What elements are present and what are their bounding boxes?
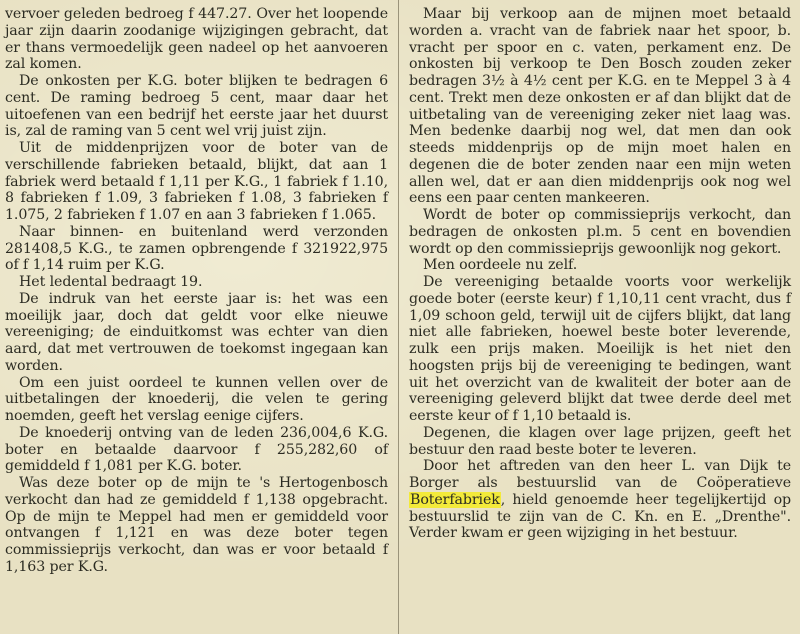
text-segment: , hield genoemde heer tegelijkertijd op bestuurslid te zijn van de C. Kn. en E. „Drenthe". Verder kwam er geen wijziging in het bestuur. (409, 491, 791, 542)
right-column (409, 6, 791, 542)
left-column (5, 6, 388, 576)
paragraph: De indruk van het eerste jaar is: het was een moeilijk jaar, doch dat geldt voor elke nieuwe vereeniging; de einduitkomst was echter van dien aard, dat met vertrouwen de toekomst ingegaan kan worden. (5, 290, 388, 374)
paragraph: Maar bij verkoop aan de mijnen moet betaald worden a. vracht van de fabriek naar het spoor, b. vracht per spoor en c. vaten, perkament enz. De onkosten bij verkoop te Den Bosch zouden zeker bedragen 3½ à 4½ cent per K.G. en te Meppel 3 à 4 cent. Trekt men deze onkosten er af dan blijkt dat de uitbetaling van de vereeniging zeker niet laag was. Men bedenke daarbij nog wel, dat men dan ook steeds middenprijs op de mijn moet halen en degenen die de boter zenden naar een mijn weten allen wel, dat er aan dien middenprijs ook nog wel eens een paar centen mankeeren. (409, 6, 791, 207)
paragraph: Naar binnen- en buitenland werd verzonden 281408,5 K.G., te zamen opbrengende f 321922,975 of f 1,14 ruim per K.G. (5, 223, 388, 274)
text-segment: Door het aftreden van den heer L. van Dijk te Borger als bestuurslid van de Coöperatieve (409, 458, 791, 491)
paragraph: Degenen, die klagen over lage prijzen, geeft het bestuur den raad beste boter te leveren. (409, 424, 791, 458)
paragraph: Men oordeele nu zelf. (423, 257, 578, 274)
paragraph: vervoer geleden bedroeg f 447.27. Over het loopende jaar zijn daarin zoodanige wijzigingen gebracht, dat er thans vermoedelijk geen nadeel op het aanvoeren zal komen. (5, 6, 388, 73)
paragraph (409, 458, 791, 542)
paragraph: De vereeniging betaalde voorts voor werkelijk goede boter (eerste keur) f 1,10,11 cent vracht, dus f 1,09 schoon geld, terwijl uit de cijfers blijkt, dat lang niet alle fabrieken, hoewel beste boter leverende, zulk een prijs maken. Moeilijk is het niet den hoogsten prijs bij de vereeniging te bedingen, want uit het overzicht van de kwaliteit der boter aan de vereeniging geleverd blijkt dat twee derde deel met eerste keur of f 1,10 betaald is. (409, 274, 791, 424)
paragraph: Wordt de boter op commissieprijs verkocht, dan bedragen de onkosten pl.m. 5 cent en bovendien wordt op den commissieprijs gewoonlijk nog gekort. (409, 207, 791, 257)
highlighted-term: Boterfabriek (410, 491, 500, 508)
paragraph: De knoederij ontving van de leden 236,004,6 K.G. boter en betaalde daarvoor f 255,282,60 of gemiddeld f 1,081 per K.G. boter. (5, 424, 388, 475)
paragraph: De onkosten per K.G. boter blijken te bedragen 6 cent. De raming bedroeg 5 cent, maar daar het uitoefenen van een bedrijf het eerste jaar het duurst is, zal de raming van 5 cent wel vrij juist zijn. (5, 73, 388, 140)
paragraph: Was deze boter op de mijn te 's Hertogenbosch verkocht dan had ze gemiddeld f 1,138 opgebracht. Op de mijn te Meppel had men er gemiddeld voor ontvangen f 1,121 en was deze boter tegen commissieprijs verkocht, dan was er voor betaald f 1,163 per K.G. (5, 475, 388, 575)
paragraph: Het ledental bedraagt 19. (19, 274, 203, 290)
paragraph: Om een juist oordeel te kunnen vellen over de uitbetalingen der knoederij, die velen te gering noemden, geeft het verslag eenige cijfers. (5, 374, 388, 424)
paragraph: Uit de middenprijzen voor de boter van de verschillende fabrieken betaald, blijkt, dat aan 1 fabriek werd betaald f 1,11 per K.G., 1 fabriek f 1.10, 8 fabrieken f 1.09, 3 fabrieken f 1.08, 3 fabrieken f 1.075, 2 fabrieken f 1.07 en aan 3 fabrieken f 1.065. (5, 140, 388, 223)
column-divider (398, 0, 399, 634)
